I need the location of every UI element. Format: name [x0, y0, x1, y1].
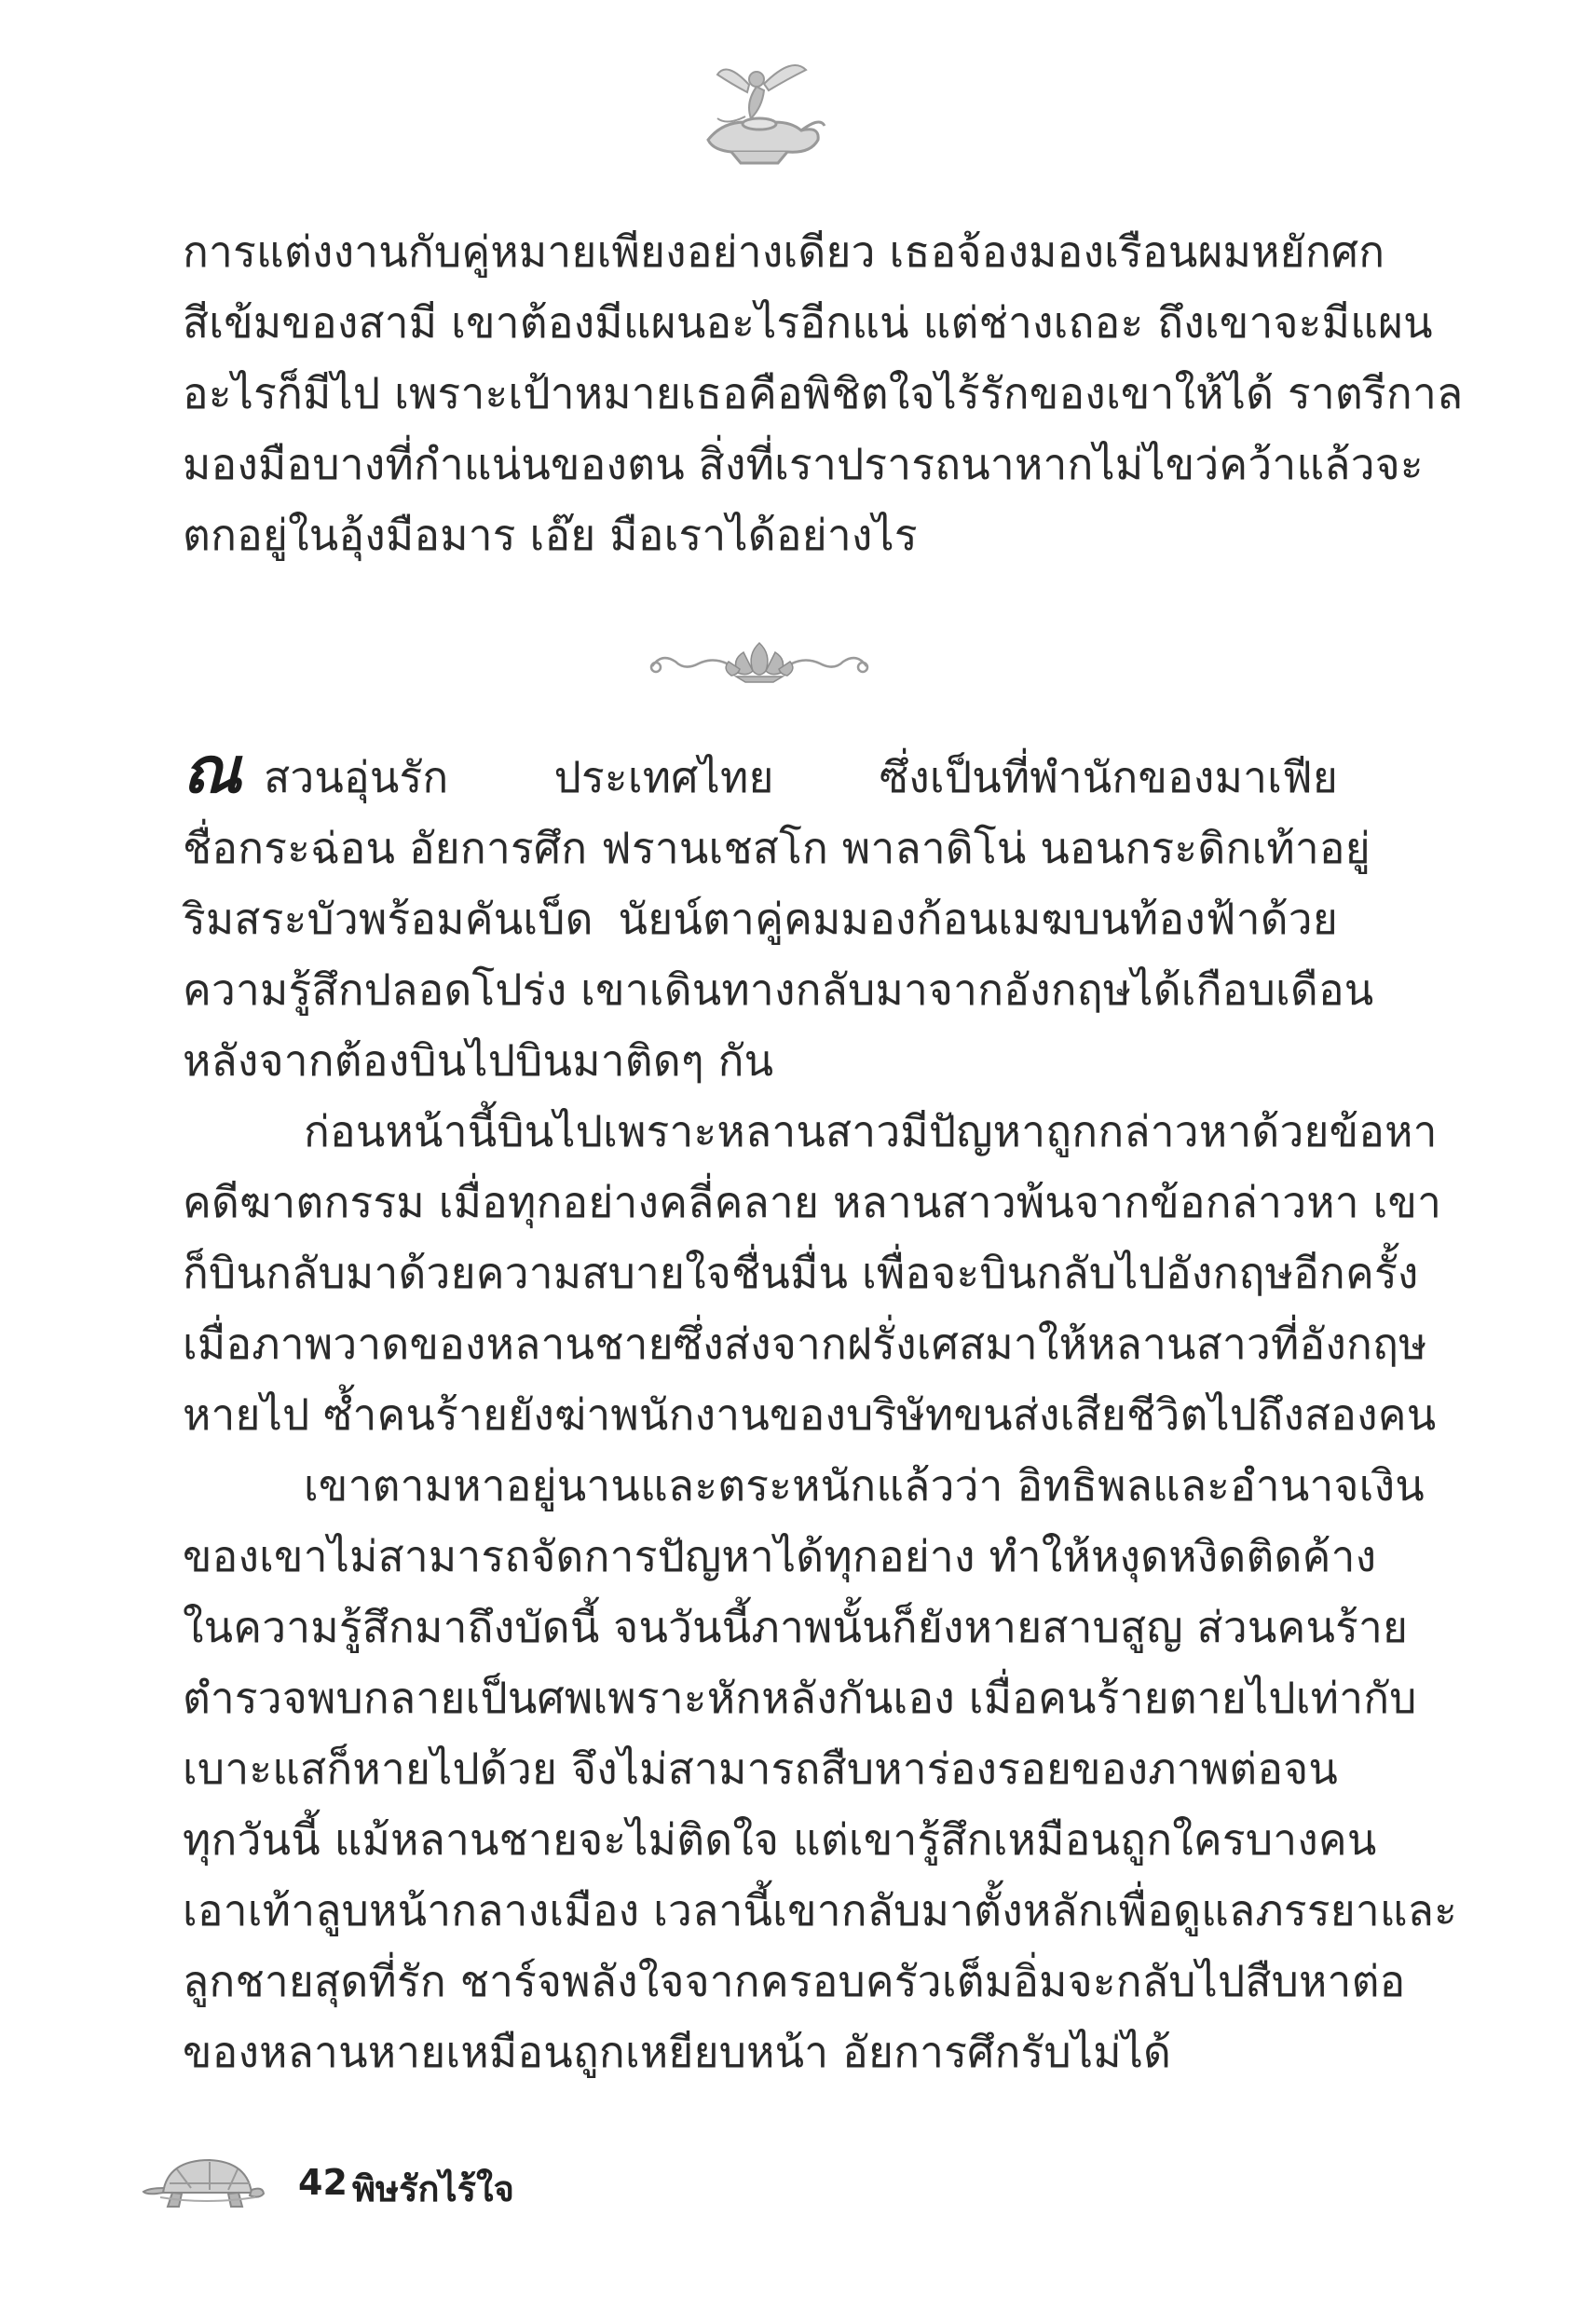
paragraph-continuation: [183, 216, 1464, 570]
text-line: สีเข้มของสามี เขาต้องมีแผนอะไรอีกแน่ แต่ช่างเถอะ ถึงเขาจะมีแผน: [183, 297, 1433, 348]
section-body: [183, 734, 1458, 2087]
text-line: ก่อนหน้านี้บินไปเพราะหลานสาวมีปัญหาถูกกล่าวหาด้วยข้อหา: [304, 1106, 1438, 1156]
text-line: ลูกชายสุดที่รัก ชาร์จพลังใจจากครอบครัวเต็มอิ่มจะกลับไปสืบหาต่อ: [183, 1956, 1406, 2006]
text-line: คดีฆาตกรรม เมื่อทุกอย่างคลี่คลาย หลานสาวพ้นจากข้อกล่าวหา เขา: [183, 1177, 1442, 1227]
text-line: เมื่อภาพวาดของหลานชายซึ่งส่งจากฝรั่งเศสมาให้หลานสาวที่อังกฤษ: [183, 1319, 1427, 1369]
text-line-first: [183, 736, 1338, 813]
page-number: 42: [298, 2162, 348, 2203]
text-line: การแต่งงานกับคู่หมายเพียงอย่างเดียว เธอจ้องมองเรือนผมหยักศก: [183, 226, 1385, 277]
text-line: ตำรวจพบกลายเป็นศพเพราะหักหลังกันเอง เมื่อคนร้ายตายไปเท่ากับ: [183, 1673, 1417, 1723]
text-line: มองมือบางที่กำแน่นของตน สิ่งที่เราปรารถนาหากไม่ไขว่คว้าแล้วจะ: [183, 439, 1424, 489]
turtle-icon: [140, 2151, 266, 2212]
text-line: ทุกวันนี้ แม้หลานชายจะไม่ติดใจ แต่เขารู้สึกเหมือนถูกใครบางคน: [183, 1814, 1377, 1865]
text-line: เบาะแสก็หายไปด้วย จึงไม่สามารถสืบหาร่องรอยของภาพต่อจน: [183, 1744, 1338, 1794]
text-line: ของหลานหายเหมือนถูกเหยียบหน้า อัยการศึกรับไม่ได้: [183, 2027, 1172, 2077]
text-line: ริมสระบัวพร้อมคันเบ็ด นัยน์ตาคู่คมมองก้อนเมฆบนท้องฟ้าด้วย: [183, 894, 1338, 944]
text-line: ชื่อกระฉ่อน อัยการศึก ฟรานเชสโก พาลาดิโน่ นอนกระดิกเท้าอยู่: [183, 823, 1371, 873]
magic-lamp-icon: [689, 51, 829, 168]
page-footer: [140, 2151, 699, 2216]
text-line: ตกอยู่ในอุ้งมือมาร เอ๊ย มือเราได้อย่างไร: [183, 510, 918, 560]
text-line: ในความรู้สึกมาถึงบัดนี้ จนวันนี้ภาพนั้นก็ยังหายสาบสูญ ส่วนคนร้าย: [183, 1602, 1409, 1652]
dropcap: ณ: [183, 734, 244, 808]
text-line: ความรู้สึกปลอดโปร่ง เขาเดินทางกลับมาจากอังกฤษได้เกือบเดือน: [183, 964, 1374, 1015]
text-line: เขาตามหาอยู่นานและตระหนักแล้วว่า อิทธิพลและอำนาจเงิน: [304, 1460, 1425, 1511]
text-line: หายไป ซ้ำคนร้ายยังฆ่าพนักงานของบริษัทขนส่งเสียชีวิตไปถึงสองคน: [183, 1389, 1437, 1440]
book-title: พิษรักไร้ใจ: [352, 2168, 514, 2209]
text-line: หลังจากต้องบินไปบินมาติดๆ กัน: [183, 1035, 774, 1086]
text-line: ของเขาไม่สามารถจัดการปัญหาได้ทุกอย่าง ทำให้หงุดหงิดติดค้าง: [183, 1531, 1377, 1581]
text-line: อะไรก็มีไป เพราะเป้าหมายเธอคือพิชิตใจไร้รักของเขาให้ได้ ราตรีกาล: [183, 368, 1464, 418]
text-line-rest: สวนอุ่นรัก ประเทศไทย ซึ่งเป็นที่พำนักของมาเฟีย: [264, 752, 1338, 802]
text-line: เอาเท้าลูบหน้ากลางเมือง เวลานี้เขากลับมาตั้งหลักเพื่อดูแลภรรยาและ: [183, 1885, 1458, 1935]
text-line: ก็บินกลับมาด้วยความสบายใจชื่นมื่น เพื่อจะบินกลับไปอังกฤษอีกครั้ง: [183, 1248, 1419, 1298]
floral-divider-icon: [643, 634, 876, 690]
